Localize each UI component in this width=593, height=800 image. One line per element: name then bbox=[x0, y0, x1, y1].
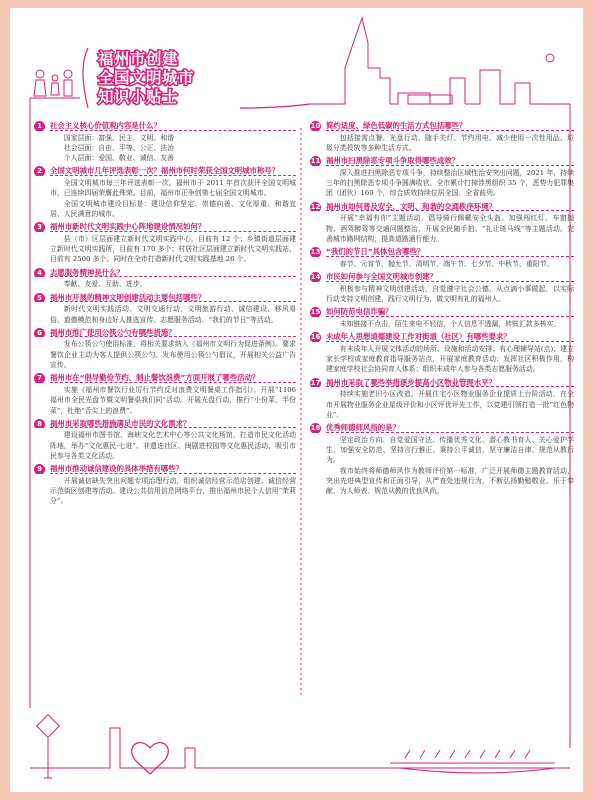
question-number-badge: 5 bbox=[34, 293, 45, 303]
question-underline bbox=[50, 231, 296, 232]
question-underline bbox=[326, 316, 574, 317]
qa-item bbox=[310, 272, 574, 304]
answer bbox=[34, 385, 296, 416]
qa-item bbox=[310, 378, 574, 420]
qa-item bbox=[310, 332, 574, 374]
question-text: 福州市在“倡导勤俭节约、制止餐饮浪费”方面开展了哪些活动？ bbox=[50, 373, 260, 383]
heart-icon bbox=[132, 743, 169, 774]
question-number-badge: 12 bbox=[310, 202, 321, 211]
answer-paragraph: 坚定政治方向、自觉爱国守法、传播优秀文化、潜心教书育人、关心爱护学生、加强安全防范、坚持言行雅正、秉持公平诚信、坚守廉洁自律、规范从教行为。 bbox=[326, 435, 574, 465]
answer bbox=[310, 259, 574, 269]
question bbox=[34, 166, 296, 176]
answer bbox=[34, 133, 296, 164]
dragon-boat-icon bbox=[390, 750, 555, 773]
question-number-badge: 13 bbox=[310, 248, 321, 257]
question-number-badge: 8 bbox=[34, 419, 45, 429]
title-line: 全国文明城市 bbox=[98, 69, 195, 87]
question bbox=[310, 121, 574, 131]
qa-item bbox=[34, 166, 296, 219]
family-icon bbox=[30, 70, 80, 98]
qa-item bbox=[310, 307, 574, 329]
question-underline bbox=[50, 276, 296, 277]
qa-item bbox=[34, 373, 296, 415]
question-number-badge: 17 bbox=[310, 378, 321, 387]
question-underline bbox=[50, 336, 296, 337]
qa-item bbox=[310, 156, 574, 198]
question-text: 福州市扫黑除恶专项斗争取得哪些成效？ bbox=[326, 156, 460, 166]
qa-item bbox=[34, 121, 296, 163]
answer-paragraph: 有未成年人开展文体活动的场所、设施和活动安排；有心理辅导站(点)；建立家长学校或家庭教育指导服务站点，开展家庭教育活动；发挥社区积极作用，构建家庭学校社会协同育人体系；组织未成年人参与各类志愿服务活动。 bbox=[326, 344, 574, 374]
question bbox=[34, 293, 296, 303]
answer bbox=[34, 476, 296, 507]
question-underline bbox=[50, 301, 296, 302]
question-underline bbox=[326, 210, 574, 211]
question bbox=[310, 272, 574, 282]
question-number-badge: 9 bbox=[34, 464, 45, 474]
question bbox=[34, 268, 296, 278]
answer bbox=[310, 133, 574, 154]
question-number-badge: 14 bbox=[310, 273, 321, 282]
question bbox=[34, 419, 296, 429]
qa-item bbox=[310, 202, 574, 244]
question-number-badge: 18 bbox=[310, 424, 321, 433]
question bbox=[34, 121, 296, 131]
question-text: “我们的节日”具体包含哪些？ bbox=[326, 247, 425, 257]
answer bbox=[34, 430, 296, 461]
answer-paragraph: 开展“幸福有你”主题活动，倡导骑行佩戴安全头盔。加强闯红灯、车窗抛物、酒驾醉驾等交通问题整治，开展全民随手拍、“礼让斑马线”等主题活动。完善城市路网结构，提高道路通行能力。 bbox=[326, 214, 574, 243]
answer-paragraph: 个人层面：爱国、敬业、诚信、友善 bbox=[63, 154, 175, 163]
question-underline bbox=[50, 175, 296, 176]
page-title bbox=[98, 50, 238, 107]
question-text: 优秀师德师风指的是？ bbox=[326, 423, 400, 433]
question-text: 社会主义核心价值观内容是什么？ bbox=[50, 121, 161, 130]
question bbox=[310, 378, 574, 388]
answer bbox=[310, 319, 574, 329]
answer bbox=[310, 435, 574, 497]
question-text: 福州市采取了哪些举措逐步提高小区物业管理水平？ bbox=[326, 377, 496, 387]
answer bbox=[310, 389, 574, 420]
answer-paragraph: 实施《福州市餐饮行业厉行节约反对浪费文明餐桌工作指引》。开展“1106 福州市全民光盘节暨文明餐桌我们同“活动。开展光盘行动，推行“小份菜、半份菜”，杜绝“舌尖上的浪费”。 bbox=[50, 385, 296, 415]
question-text: 市民如何参与全国文明城市创建？ bbox=[326, 272, 437, 282]
question-text: 福州市如何普及安全、文明、和谐的交通秩序环境？ bbox=[326, 201, 496, 211]
question bbox=[310, 332, 574, 342]
answer-paragraph: 持续实施老旧小区改造，开展住宅小区物业服务企业提质上台阶活动，在全市开展物业服务企业星级评价和小区评优评先工作，以党建引领打造一批“红色物业”。 bbox=[326, 390, 574, 419]
answer bbox=[34, 304, 296, 325]
qa-item bbox=[34, 464, 296, 506]
tower-icon bbox=[310, 18, 570, 104]
question-underline bbox=[50, 130, 296, 131]
qa-item bbox=[310, 423, 574, 496]
question-number-badge: 15 bbox=[310, 308, 321, 317]
question-text: 未成年人思想道德建设工作对街道（社区）有哪些要求？ bbox=[326, 332, 511, 342]
answer-paragraph: 新时代文明实践活动、文明交通行动、文明旅游行动、诚信建设、移风易俗、道德模范和身边好人推选宣传、志愿服务活动、“我们的节日”等活动。 bbox=[50, 305, 296, 324]
chinese-knot-icon bbox=[37, 715, 60, 778]
question-number-badge: 11 bbox=[310, 157, 321, 166]
title-line: 知识小贴士 bbox=[98, 88, 179, 106]
question bbox=[34, 373, 296, 383]
question bbox=[310, 156, 574, 166]
answer-paragraph: 发布公筷公勺使用标准，将相关要求纳入《福州市文明行为促进条例》。要求餐饮企业主动为客人提供公筷公勺。发布使用公筷公勺倡议，开展相关公益广告宣传。 bbox=[50, 340, 296, 370]
answer-paragraph: 县（市）区层面建立新时代文明实践中心，目前有 12 个；乡镇街道层面建立新时代文明实践所，目前有 170 多个；村居社区层面建立新时代文明实践站，目前有 2500 多个。同时在全市打造新时代文明实践基地 26 个。 bbox=[50, 234, 296, 264]
question-underline bbox=[326, 165, 574, 166]
answer bbox=[310, 213, 574, 244]
qa-item bbox=[34, 419, 296, 461]
question bbox=[310, 202, 574, 212]
question-text: 简约适度、绿色低碳的生活方式包括哪些？ bbox=[326, 121, 467, 130]
answer-paragraph: 未知链接不点击，陌生来电不轻信，个人信息不透漏，转账汇款多核实。 bbox=[339, 319, 561, 328]
answer-paragraph: 全国文明城市建设目标是：建设信仰坚定、崇德向善、文化厚重、和谐宜居、人民满意的城市。 bbox=[50, 199, 296, 218]
question-number-badge: 4 bbox=[34, 268, 45, 278]
answer bbox=[310, 284, 574, 305]
question-number-badge: 10 bbox=[310, 122, 321, 130]
answer-paragraph: 包括接需点餐、光盘行动、随手关灯、节约用电、减少使用一次性用品、垃圾分类投放等多种生活方式。 bbox=[326, 133, 574, 152]
question bbox=[34, 222, 296, 232]
question-underline bbox=[326, 256, 574, 257]
qa-item bbox=[34, 222, 296, 264]
question-text: 福州市采取哪些措施满足市民的文化需求？ bbox=[50, 418, 191, 428]
question-number-badge: 2 bbox=[34, 166, 45, 176]
question bbox=[310, 247, 574, 257]
qa-item bbox=[34, 293, 296, 325]
answer-paragraph: 奉献、友爱、互助、进步。 bbox=[63, 280, 147, 289]
question bbox=[34, 464, 296, 474]
question-number-badge: 16 bbox=[310, 333, 321, 342]
question-underline bbox=[50, 473, 296, 474]
answer-paragraph: 全国文明城市每三年评选表彰一次。福州市于 2011 年首次获评全国文明城市，已连续四届荣膺此殊荣。目前，福州市正争创第七届全国文明城市。 bbox=[50, 179, 296, 198]
qa-item bbox=[34, 268, 296, 290]
answer bbox=[34, 279, 296, 289]
question-underline bbox=[326, 130, 574, 131]
qa-item bbox=[34, 328, 296, 370]
answer-paragraph: 社会层面：自由、平等、公正、法治 bbox=[63, 143, 175, 152]
question bbox=[34, 328, 296, 338]
question-text: 如何防范电信诈骗？ bbox=[326, 307, 393, 317]
question-underline bbox=[326, 386, 574, 387]
question-number-badge: 1 bbox=[34, 121, 45, 131]
answer bbox=[310, 168, 574, 199]
answer bbox=[34, 178, 296, 219]
answer-paragraph: 春节、元宵节、抛允节、清明节、端午节、七夕节、中秋节、重阳节。 bbox=[339, 259, 554, 268]
answer bbox=[310, 344, 574, 375]
question-number-badge: 7 bbox=[34, 373, 45, 383]
question-text: 全国文明城市几年评选表彰一次？福州市何时荣获全国文明城市称号？ bbox=[50, 166, 280, 176]
answer-paragraph: 建设福州市图书馆、海峡文化艺术中心等公共文化场馆，打造市民文化活动阵地，举办“文化惠民·七进”、非遗进社区、闽剧进校园等文化惠民活动，吸引市民参与各类文化活动。 bbox=[50, 431, 296, 460]
qa-item bbox=[310, 121, 574, 153]
question-underline bbox=[326, 432, 574, 433]
poster-sheet bbox=[10, 8, 583, 792]
qa-item bbox=[310, 247, 574, 269]
question-underline bbox=[326, 281, 574, 282]
question-underline bbox=[326, 341, 574, 342]
question-text: 福州市推广使用公筷公勺有哪些措施？ bbox=[50, 327, 176, 337]
question-text: 福州市开展的精神文明创建活动主要包括哪些？ bbox=[50, 292, 206, 302]
question-text: 志愿服务精神是什么？ bbox=[50, 267, 124, 277]
answer-paragraph: 国家层面：富强、民主、文明、和谐 bbox=[63, 133, 175, 142]
question-number-badge: 3 bbox=[34, 222, 45, 232]
question-text: 福州市新时代文明实践中心阵地建设情况如何？ bbox=[50, 222, 206, 232]
answer-paragraph: 深入推进扫黑除恶专项斗争，持续整治区域性治安突出问题，2021 年，持续三年的扫黑除恶专项斗争圆满收官，全市累计打掉涉黑组织 35 个，恶势力犯罪集团（团伙）169 个，综合质效持续位居全国、全省前列。 bbox=[326, 168, 574, 198]
left-column bbox=[34, 121, 296, 510]
question bbox=[310, 423, 574, 433]
answer bbox=[34, 339, 296, 370]
right-column bbox=[310, 121, 574, 499]
question-underline bbox=[50, 382, 296, 383]
answer-paragraph: 我市始终将师德师风作为教师评价第一标准，广泛开展师德主题教育活动，突出先进典型宣传和正面引导，从严查处违规行为，不断弘扬勤勉敬业、乐于奉献、为人师表、规范从教的优良风尚。 bbox=[326, 466, 574, 496]
answer bbox=[34, 234, 296, 265]
question-number-badge: 6 bbox=[34, 328, 45, 338]
answer-paragraph: 开展诚信缺失突出问题专项治理行动，组织诚信经营示范店创建、诚信经营示范街区创建等活动。建设公共信用信息网络平台，推出福州市民个人信用“茉莉分”。 bbox=[50, 476, 296, 506]
building-sign bbox=[408, 95, 452, 104]
question-text: 福州市推动诚信建设的具体举措有哪些？ bbox=[50, 464, 184, 474]
title-line: 福州市创建 bbox=[98, 50, 179, 68]
answer-paragraph: 积极参与精神文明创建活动，自觉遵守社会公德，从点滴小事做起，以实际行动支持文明创建，践行文明行为，做文明有礼的福州人。 bbox=[326, 284, 574, 303]
question bbox=[310, 307, 574, 317]
question-underline bbox=[50, 427, 296, 428]
